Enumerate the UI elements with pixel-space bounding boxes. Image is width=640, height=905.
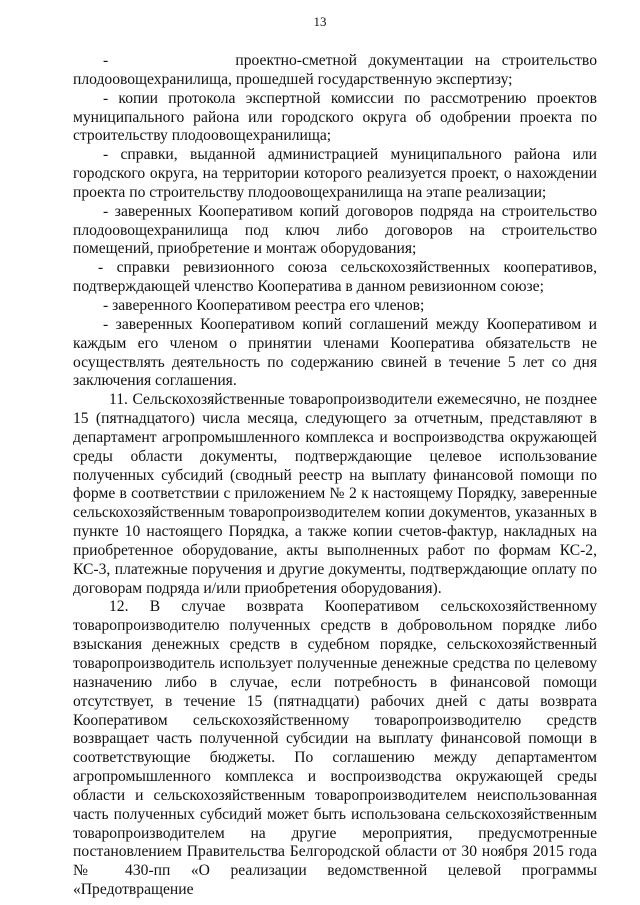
list-item-members-register: - заверенного Кооперативом реестра его членов; [103, 296, 425, 314]
list-item-contract-copies: - заверенных Кооперативом копий договоров подряда на строительство плодоовощехранилища под ключ либо договоров на строительство помещений, приобретение и монтаж оборудования; [73, 202, 597, 258]
paragraph-11: 11. Сельскохозяйственные товаропроизводители ежемесячно, не позднее 15 (пятнадцатого) числа месяца, следующего за отчетным, представляют в департамент агропромышленного комплекса и воспроизводства окружающей среды области документы, подтверждающие целевое использование полученных субсидий (сводный реестр на выплату финансовой помощи по форме в соответствии с приложением № 2 к настоящему Порядку, заверенные сельскохозяйственным товаропроизводителем копии документов, указанных в пункте 10 настоящего Порядка, а также копии счетов-фактур, накладных на приобретенное оборудование, акты выполненных работ по формам КС-2, КС-3, платежные поручения и другие документы, подтверждающие оплату по договорам подряда и/или приобретения оборудования). [73, 391, 597, 597]
list-item-expert-commission-protocol: - копии протокола экспертной комиссии по рассмотрению проектов муниципального района или городского округа об одобрении проекта по строительству плодоовощехранилища; [73, 89, 597, 145]
list-item-member-agreements: - заверенных Кооперативом копий соглашений между Кооперативом и каждым его членом о принятии членами Кооператива обязательств не осуществлять деятельность по содержанию свиней в течение 5 лет со дня заключения соглашения. [73, 315, 597, 390]
list-item-design-documentation: - проектно-сметной документации на строительство плодоовощехранилища, прошедшей государственную экспертизу; [73, 52, 597, 88]
document-body [73, 52, 597, 900]
list-item-administration-certificate: - справки, выданной администрацией муниципального района или городского округа, на территории которого реализуется проект, о нахождении проекта по строительству плодоовощехранилища на этапе реализации; [73, 146, 597, 201]
list-item-audit-union-certificate: - справки ревизионного союза сельскохозяйственных кооперативов, подтверждающей членство Кооператива в данном ревизионном союзе; [73, 259, 597, 296]
page-number: 13 [313, 14, 327, 29]
paragraph-12: 12. В случае возврата Кооперативом сельскохозяйственному товаропроизводителю полученных средств в добровольном порядке либо взыскания денежных средств в судебном порядке, сельскохозяйственный товаропроизводитель использует полученные денежные средства по целевому назначению либо в случае, если потребность в финансовой помощи отсутствует, в течение 15 (пятнадцати) рабочих дней с даты возврата Кооперативом сельскохозяйственному товаропроизводителю средств возвращает часть полученной субсидии на выплату финансовой помощи в соответствующие бюджеты. По соглашению между департаментом агропромышленного комплекса и воспроизводства окружающей среды области и сельскохозяйственным товаропроизводителем неиспользованная часть полученных субсидий может быть использована сельскохозяйственным товаропроизводителем на другие мероприятия, предусмотренные постановлением Правительства Белгородской области от 30 ноября 2015 года № 430-пп «О реализации ведомственной целевой программы «Предотвращение [73, 598, 597, 899]
